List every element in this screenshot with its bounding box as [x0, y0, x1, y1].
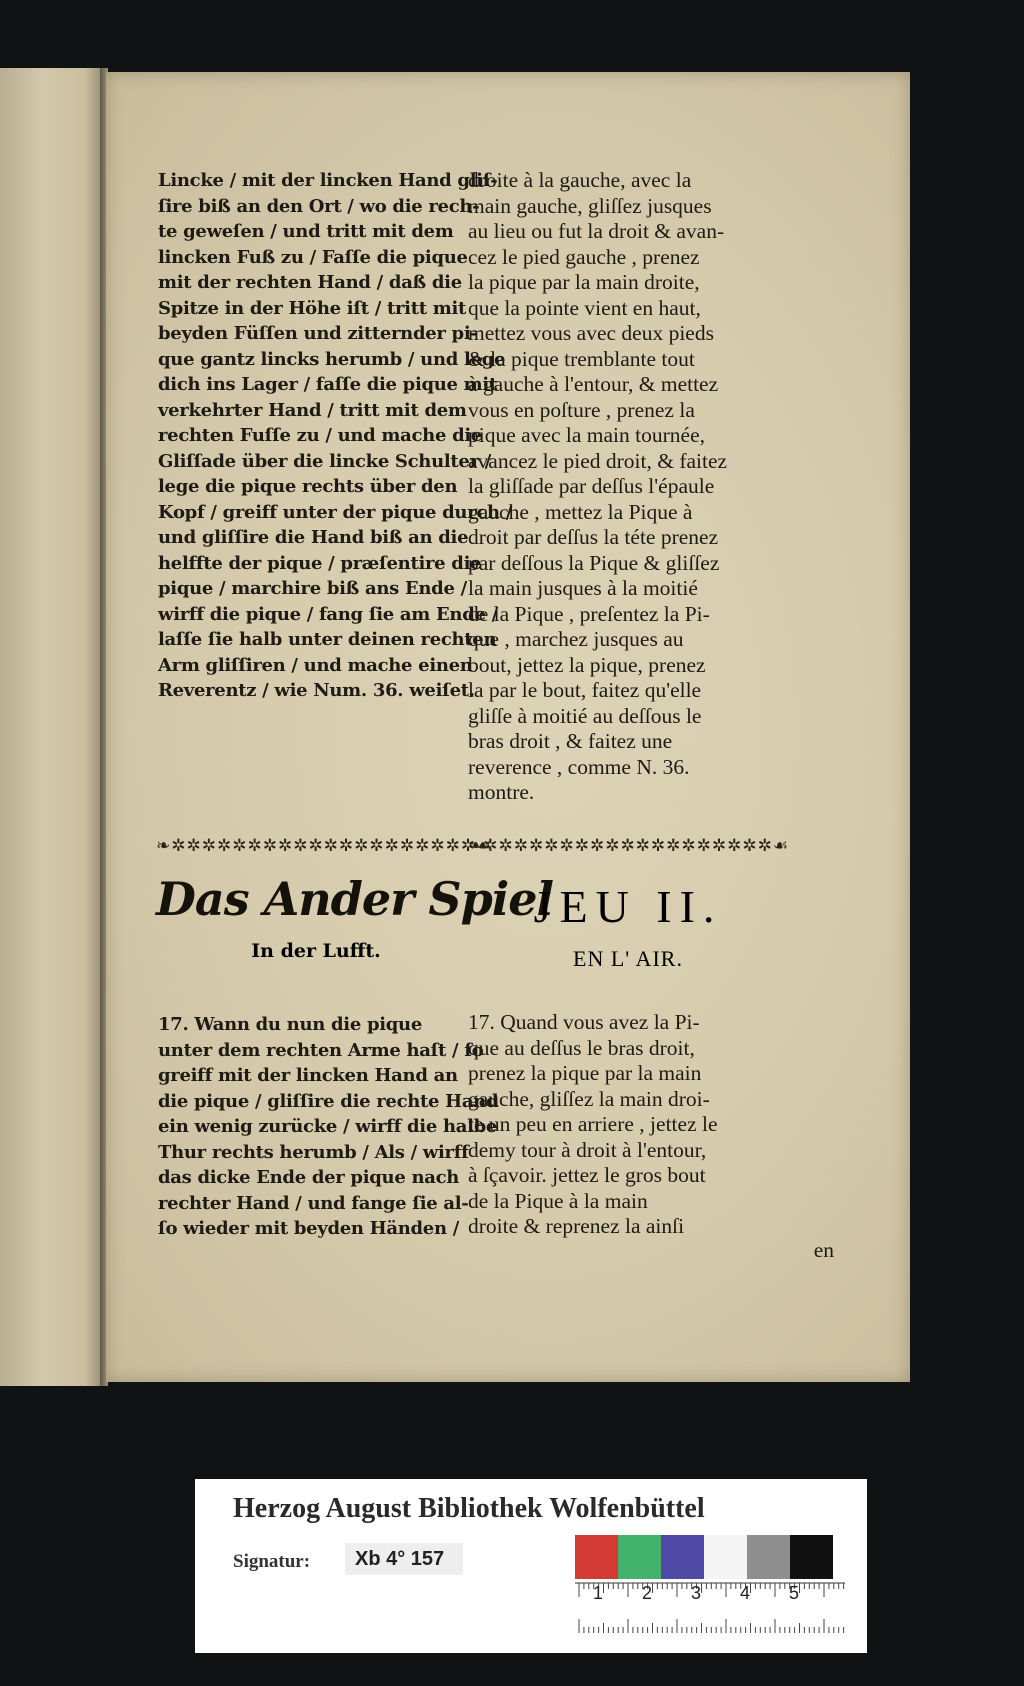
- ruler-number: 5: [789, 1583, 800, 1603]
- german-line: que gantz lincks herumb / und lege: [158, 348, 506, 370]
- color-swatches: [575, 1535, 833, 1579]
- german-line: beyden Füſſen und zitternder pi-: [158, 323, 478, 344]
- french-line: montre.: [468, 780, 535, 804]
- french-line: que , marchez jusques au: [468, 627, 684, 651]
- french-line: droite à la gauche, avec la: [468, 168, 692, 192]
- german-line: ein wenig zurücke / wirff die halbe: [158, 1116, 498, 1137]
- french-line: à ſçavoir. jettez le gros bout: [468, 1163, 706, 1187]
- german-line: Arm gliſſiren / und mache einen: [158, 654, 473, 676]
- french-line: la main jusques à la moitié: [468, 576, 698, 600]
- german-line: rechten Fuſſe zu / und mache die: [158, 425, 483, 446]
- ornament-divider-right: ❧✲✲✲✲✲✲✲✲✲✲✲✲✲✲✲✲✲✲✲☙: [468, 836, 790, 856]
- french-line: te un peu en arriere , jettez le: [468, 1112, 718, 1136]
- french-line: de la Pique , preſentez la Pi-: [468, 601, 710, 626]
- german-line: laſſe ſie halb unter deinen rechten: [158, 629, 497, 650]
- french-line: avancez le pied droit, & faitez: [468, 448, 728, 473]
- german-line: lege die pique rechts über den: [158, 476, 458, 497]
- german-line: das dicke Ende der pique nach: [158, 1167, 460, 1188]
- german-line: die pique / gliſſire die rechte Hand: [158, 1090, 499, 1112]
- german-line: Reverentz / wie Num. 36. weiſet.: [158, 680, 475, 701]
- german-line: rechter Hand / und fange ſie al-: [158, 1192, 469, 1214]
- french-line: vous en poſture , prenez la: [468, 397, 695, 422]
- book-page: [106, 72, 910, 1382]
- color-swatch: [618, 1535, 661, 1579]
- german-line: pique / marchire biß ans Ende /: [158, 578, 467, 599]
- german-line: mit der rechten Hand / daß die: [158, 272, 462, 293]
- german-line: ſire biß an den Ort / wo die rech-: [158, 195, 480, 217]
- german-line: 17. Wann du nun die pique: [158, 1014, 422, 1035]
- german-heading: Das Ander Spiel: [156, 872, 554, 926]
- french-line: demy tour à droit à l'entour,: [468, 1137, 707, 1162]
- german-line: und gliſſire die Hand biß an die: [158, 527, 469, 548]
- ruler-number: 1: [593, 1583, 604, 1603]
- french-line: droit par deſſus la téte prenez: [468, 525, 719, 549]
- french-line: par deſſous la Pique & gliſſez: [468, 550, 720, 575]
- catchword: en: [813, 1238, 834, 1262]
- french-line: cez le pied gauche , prenez: [468, 244, 700, 269]
- french-text-bottom: [468, 1010, 868, 1240]
- color-swatch: [790, 1535, 833, 1579]
- german-line: ſo wieder mit beyden Händen /: [158, 1218, 459, 1239]
- german-line: Kopf / greiff unter der pique durch /: [158, 501, 513, 523]
- french-line: la gliſſade par deſſus l'épaule: [468, 474, 715, 498]
- signature-value: Xb 4° 157: [355, 1548, 445, 1570]
- ruler-number: 2: [642, 1583, 653, 1603]
- french-line: que au deſſus le bras droit,: [468, 1035, 695, 1060]
- color-swatch: [661, 1535, 704, 1579]
- color-swatch: [704, 1535, 747, 1579]
- german-subheading: In der Lufft.: [251, 940, 381, 962]
- german-line: verkehrter Hand / tritt mit dem: [158, 399, 467, 421]
- french-line: droite & reprenez la ainſi: [468, 1214, 685, 1238]
- color-swatch: [747, 1535, 790, 1579]
- french-line: la par le bout, faitez qu'elle: [468, 678, 702, 702]
- color-swatch: [575, 1535, 618, 1579]
- ruler-number: 3: [691, 1583, 702, 1603]
- french-line: mettez vous avec deux pieds: [468, 321, 714, 345]
- ruler-number: 4: [740, 1583, 751, 1603]
- german-line: Spitze in der Höhe iſt / tritt mit: [158, 297, 467, 319]
- german-line: Lincke / mit der lincken Hand gliſ-: [158, 170, 498, 191]
- french-text-top: [468, 168, 868, 806]
- french-line: gauche, gliſſez la main droi-: [468, 1086, 710, 1111]
- french-line: reverence , comme N. 36.: [468, 754, 690, 779]
- french-line: gliſſe à moitié au deſſous le: [468, 703, 702, 728]
- french-subheading: EN L' AIR.: [573, 946, 683, 971]
- french-line: la pique par la main droite,: [468, 270, 700, 294]
- french-line: & la pique tremblante tout: [468, 346, 695, 371]
- french-line: à gauche à l'entour, & mettez: [468, 372, 719, 396]
- library-name: Herzog August Bibliothek Wolfenbüttel: [233, 1493, 705, 1524]
- french-line: bout, jettez la pique, prenez: [468, 652, 706, 677]
- german-line: helffte der pique / præſentire die: [158, 552, 482, 574]
- german-line: wirff die pique / fang ſie am Ende /: [158, 603, 498, 625]
- german-line: unter dem rechten Arme haſt / ſo: [158, 1039, 484, 1061]
- german-line: lincken Fuß zu / Faſſe die pique: [158, 246, 468, 268]
- french-heading: JEU II.: [533, 881, 723, 932]
- french-line: 17. Quand vous avez la Pi-: [468, 1010, 700, 1034]
- french-line: pique avec la main tournée,: [468, 423, 705, 447]
- ornament-divider-left: ❧✲✲✲✲✲✲✲✲✲✲✲✲✲✲✲✲✲✲✲✲☙: [156, 836, 493, 856]
- german-line: dich ins Lager / faſſe die pique mit: [158, 374, 497, 395]
- french-line: que la pointe vient en haut,: [468, 295, 701, 320]
- french-line: main gauche, gliſſez jusques: [468, 193, 712, 218]
- scale-ruler: [575, 1581, 845, 1635]
- german-line: te geweſen / und tritt mit dem: [158, 221, 454, 242]
- french-line: au lieu ou fut la droit & avan-: [468, 219, 725, 243]
- french-line: de la Pique à la main: [468, 1188, 648, 1213]
- german-line: greiff mit der lincken Hand an: [158, 1065, 458, 1086]
- facing-page-edge: [0, 68, 106, 1386]
- french-line: bras droit , & faitez une: [468, 729, 673, 753]
- german-line: Gliſſade über die lincke Schulter /: [158, 450, 491, 472]
- french-line: gauche , mettez la Pique à: [468, 499, 693, 524]
- german-line: Thur rechts herumb / Als / wirff: [158, 1141, 469, 1163]
- french-line: prenez la pique par la main: [468, 1061, 702, 1085]
- signature-label: Signatur:: [233, 1551, 311, 1572]
- library-card: [195, 1479, 867, 1653]
